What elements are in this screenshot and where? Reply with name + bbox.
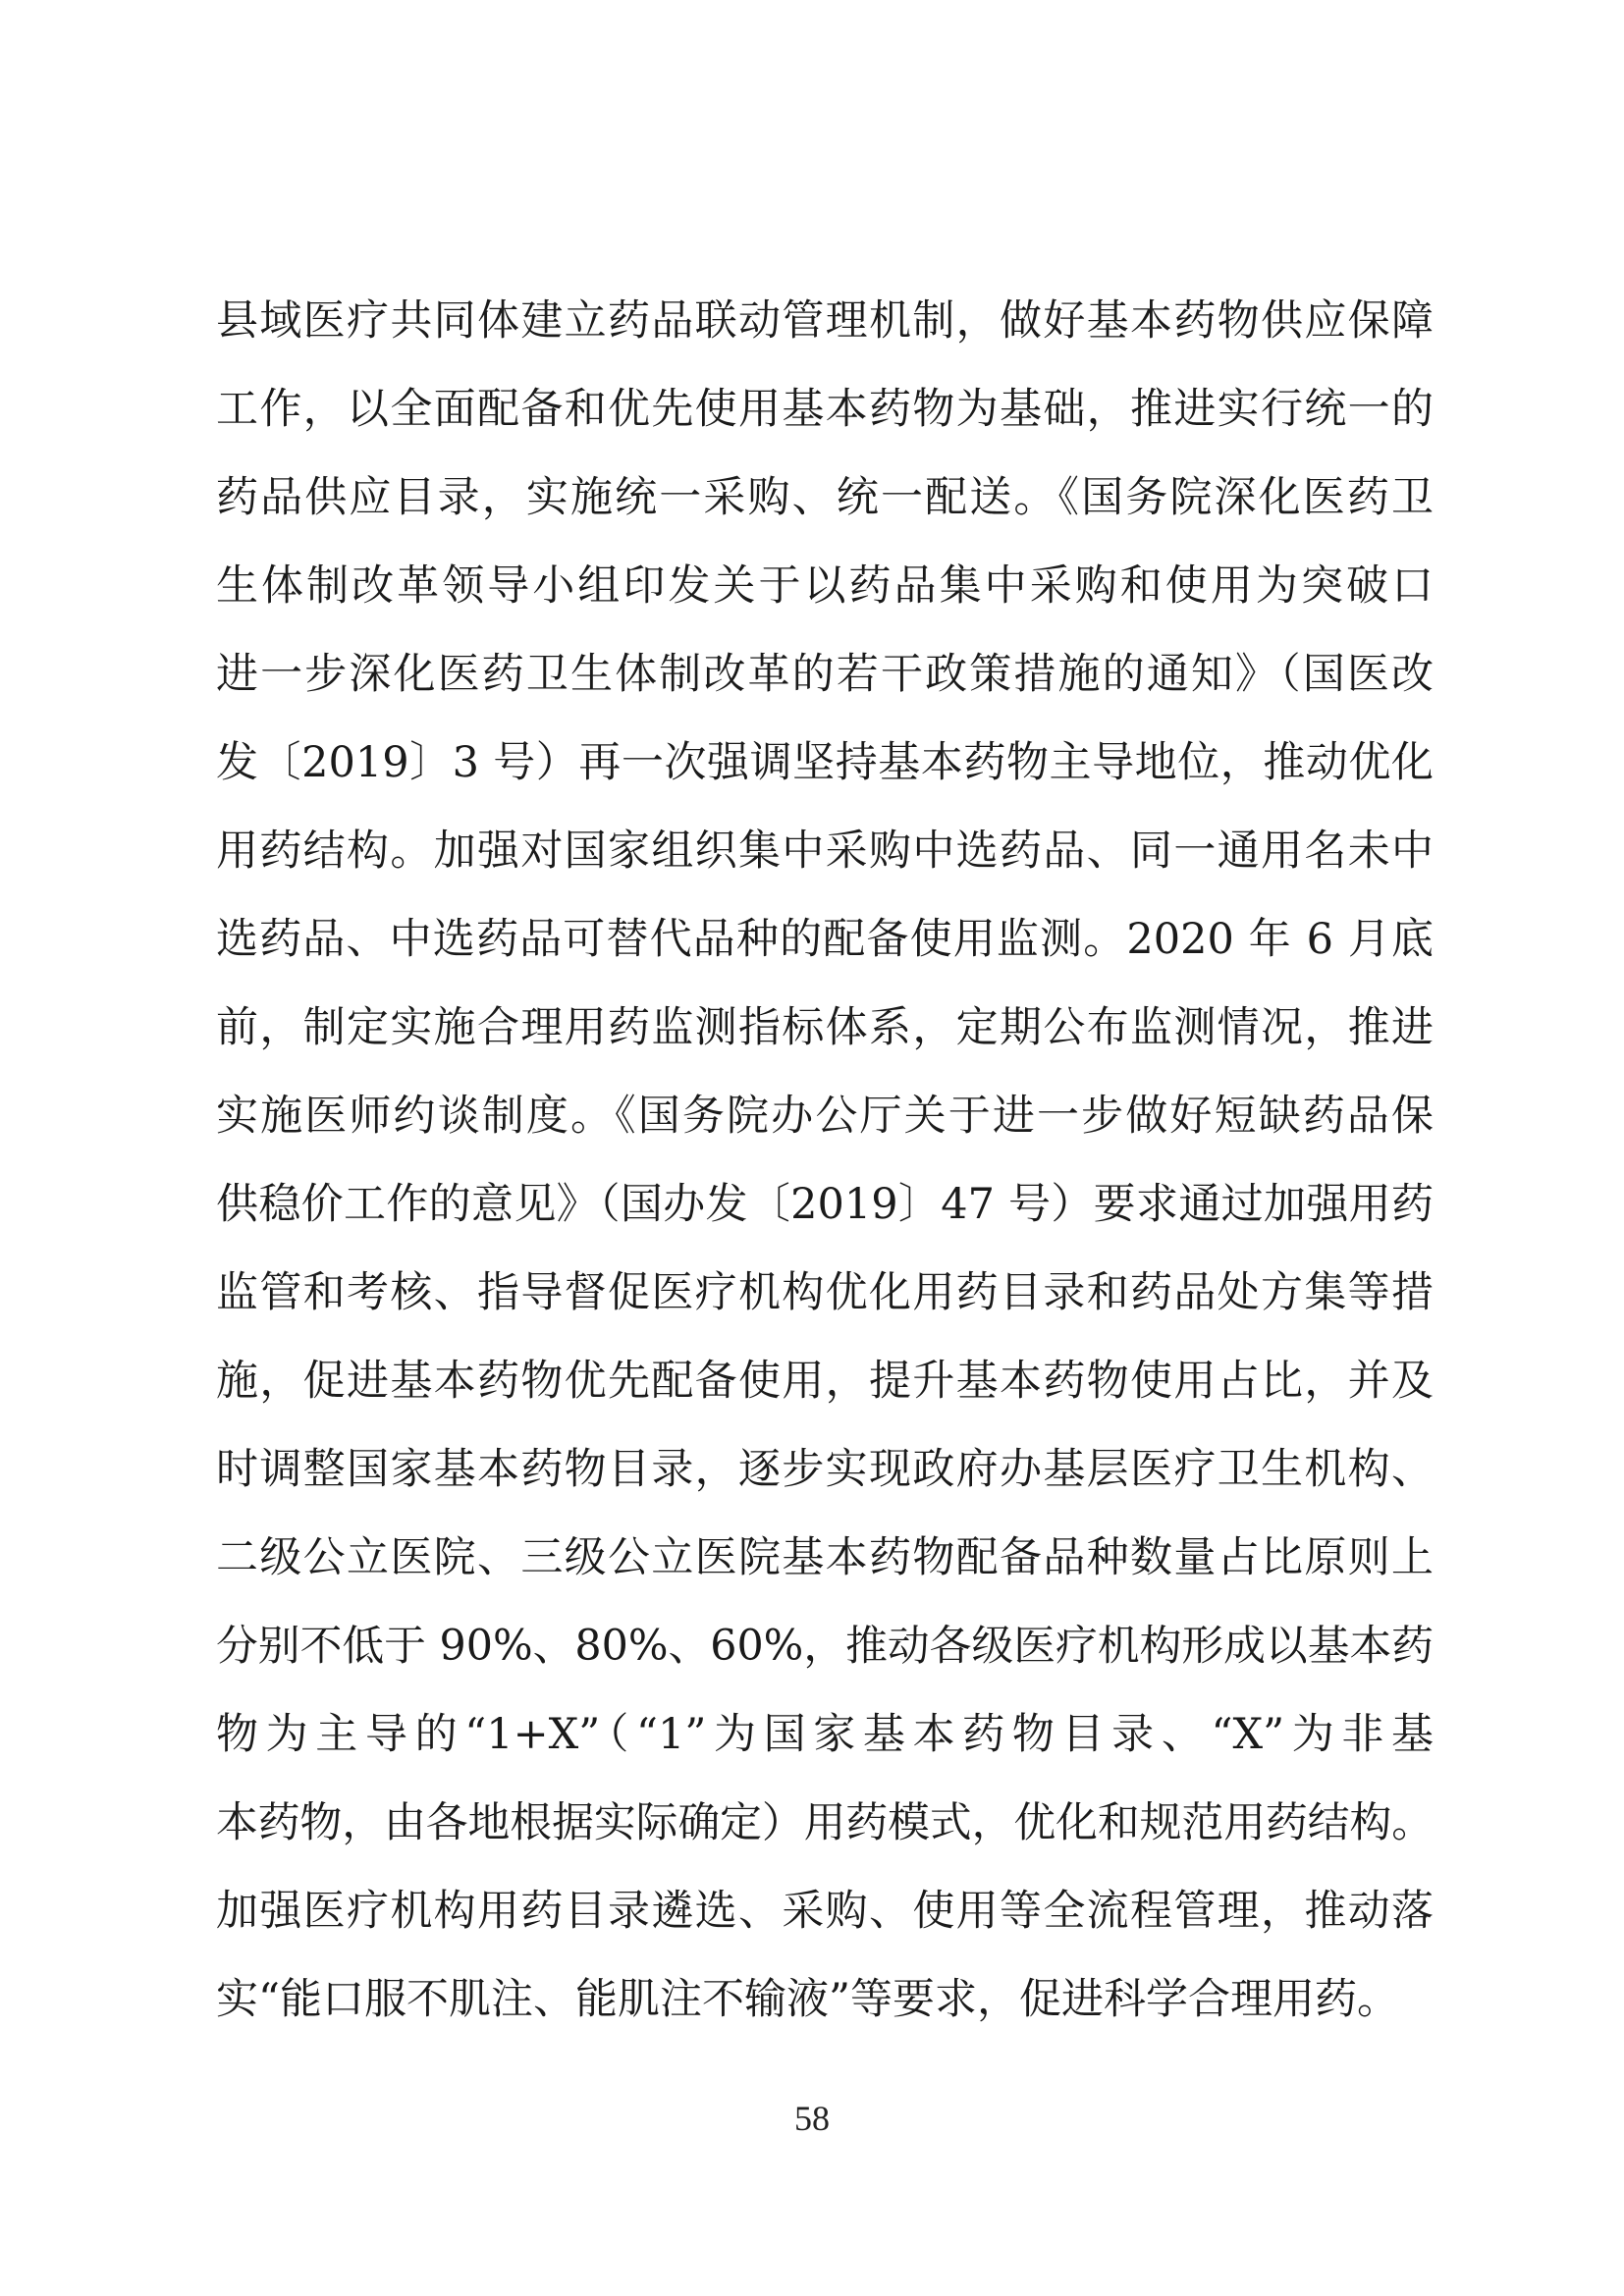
text-line: 实“能口服不肌注、能肌注不输液”等要求，促进科学合理用药。	[216, 1975, 1399, 2024]
text-line: 二级公立医院、三级公立医院基本药物配备品种数量占比原则上	[216, 1533, 1434, 1582]
text-line: 实施医师约谈制度。《国务院办公厅关于进一步做好短缺药品保	[216, 1092, 1434, 1141]
text-line: 选药品、中选药品可替代品种的配备使用监测。2020 年 6 月底	[216, 915, 1434, 964]
text-line: 分别不低于 90%、80%、60%，推动各级医疗机构形成以基本药	[216, 1622, 1435, 1671]
text-line: 药品供应目录，实施统一采购、统一配送。《国务院深化医药卫	[216, 473, 1434, 522]
text-line: 发〔2019〕3 号）再一次强调坚持基本药物主导地位，推动优化	[216, 738, 1434, 787]
text-line: 时调整国家基本药物目录，逐步实现政府办基层医疗卫生机构、	[216, 1445, 1434, 1494]
text-line: 施，促进基本药物优先配备使用，提升基本药物使用占比，并及	[216, 1357, 1434, 1406]
text-line: 物为主导的“1+X”（“1”为国家基本药物目录、“X”为非基	[216, 1710, 1434, 1759]
text-line: 监管和考核、指导督促医疗机构优化用药目录和药品处方集等措	[216, 1268, 1434, 1317]
text-line: 前，制定实施合理用药监测指标体系，定期公布监测情况，推进	[216, 1003, 1434, 1052]
text-line: 加强医疗机构用药目录遴选、采购、使用等全流程管理，推动落	[216, 1887, 1434, 1936]
text-line: 工作，以全面配备和优先使用基本药物为基础，推进实行统一的	[216, 385, 1434, 434]
text-line: 县域医疗共同体建立药品联动管理机制，做好基本药物供应保障	[216, 296, 1434, 346]
text-line: 本药物，由各地根据实际确定）用药模式，优化和规范用药结构。	[216, 1798, 1434, 1847]
text-line: 进一步深化医药卫生体制改革的若干政策措施的通知》（国医改	[216, 650, 1434, 699]
text-line: 供稳价工作的意见》（国办发〔2019〕47 号）要求通过加强用药	[216, 1180, 1434, 1229]
body-paragraph	[216, 277, 1434, 2044]
page-number: 58	[794, 2099, 830, 2138]
text-line: 生体制改革领导小组印发关于以药品集中采购和使用为突破口	[216, 561, 1434, 611]
text-line: 用药结构。加强对国家组织集中采购中选药品、同一通用名未中	[216, 827, 1434, 876]
